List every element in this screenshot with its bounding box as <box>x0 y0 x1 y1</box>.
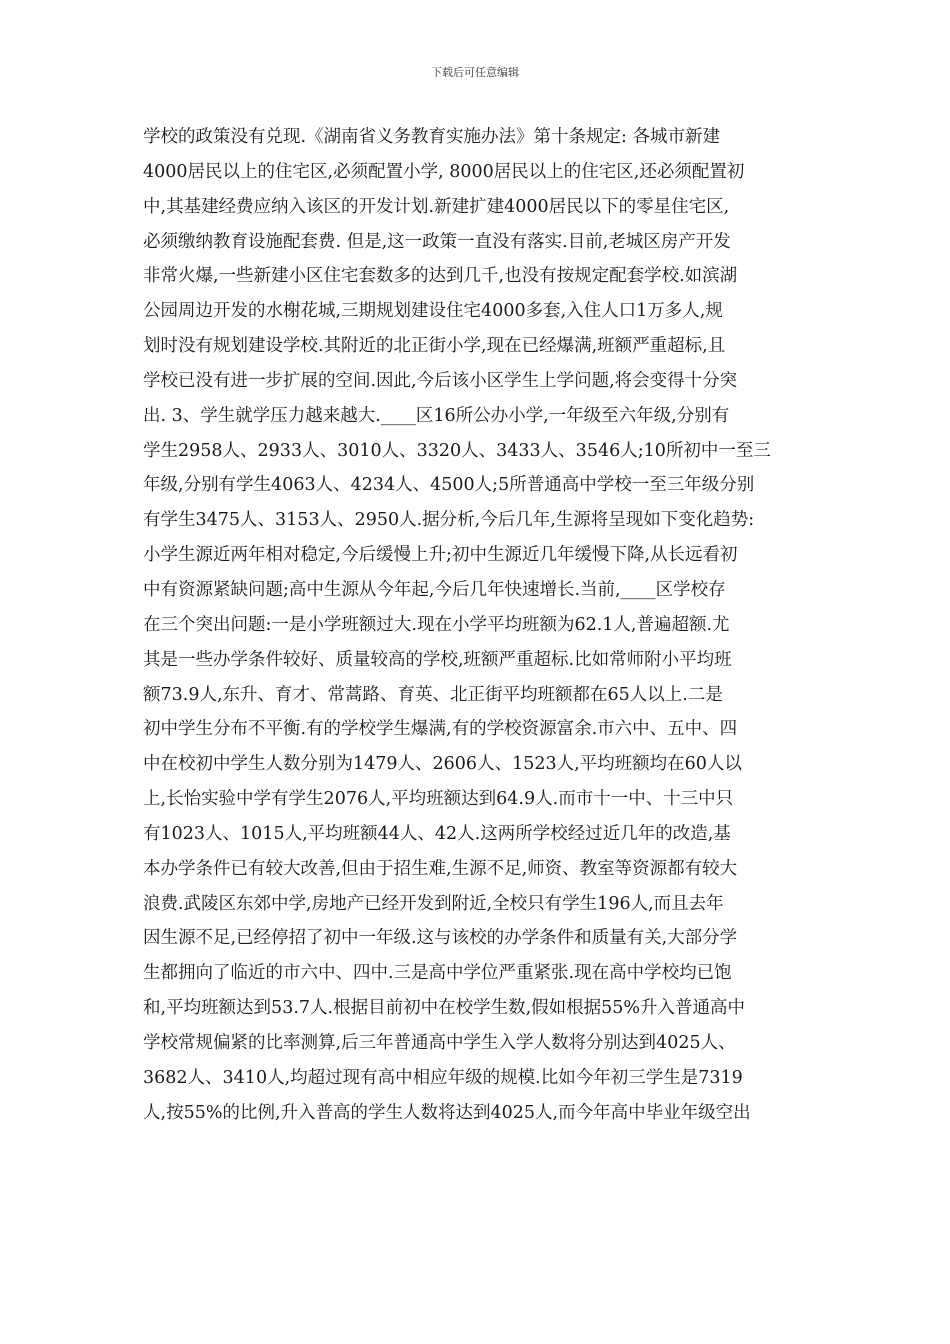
text-line: 中有资源紧缺问题;高中生源从今年起,今后几年快速增长.当前,____区学校存 <box>143 579 726 600</box>
text-line: 和,平均班额达到53.7人.根据目前初中在校学生数,假如根据55%升入普通高中 <box>143 998 746 1019</box>
text-line: 浪费.武陵区东郊中学,房地产已经开发到附近,全校只有学生196人,而且去年 <box>143 893 724 914</box>
text-line: 非常火爆,一些新建小区住宅套数多的达到几千,也没有按规定配套学校.如滨湖 <box>143 266 738 287</box>
text-line: 小学生源近两年相对稳定,今后缓慢上升;初中生源近几年缓慢下降,从长远看初 <box>143 545 738 566</box>
text-line: 人,按55%的比例,升入普高的学生人数将达到4025人,而今年高中毕业年级空出 <box>143 1102 751 1123</box>
text-line: 初中学生分布不平衡.有的学校学生爆满,有的学校资源富余.市六中、五中、四 <box>143 719 738 740</box>
text-line: 学生2958人、2933人、3010人、3320人、3433人、3546人;10所初中一至三 <box>143 440 771 461</box>
text-line: 3682人、3410人,均超过现有高中相应年级的规模.比如今年初三学生是7319 <box>143 1067 743 1088</box>
text-line: 学校常规偏紧的比率测算,后三年普通高中学生入学人数将分别达到4025人、 <box>143 1032 736 1053</box>
text-line: 生都拥向了临近的市六中、四中.三是高中学位严重紧张.现在高中学校均已饱 <box>143 963 732 984</box>
text-line: 必须缴纳教育设施配套费. 但是,这一政策一直没有落实.目前,老城区房产开发 <box>143 231 731 252</box>
page-header: 下载后可任意编辑 <box>431 66 519 79</box>
text-line: 在三个突出问题:一是小学班额过大.现在小学平均班额为62.1人,普遍超额.尤 <box>143 614 730 635</box>
text-line: 年级,分别有学生4063人、4234人、4500人;5所普通高中学校一至三年级分别 <box>143 475 755 496</box>
text-line: 出. 3、学生就学压力越来越大.____区16所公办小学,一年级至六年级,分别有 <box>143 405 730 426</box>
text-line: 中在校初中学生人数分别为1479人、2606人、1523人,平均班额均在60人以 <box>143 754 742 775</box>
text-line: 因生源不足,已经停招了初中一年级.这与该校的办学条件和质量有关,大部分学 <box>143 928 738 949</box>
text-line: 公园周边开发的水榭花城,三期规划建设住宅4000多套,入住人口1万多人,规 <box>143 301 723 322</box>
text-line: 学校的政策没有兑现.《湖南省义务教育实施办法》第十条规定: 各城市新建 <box>143 127 721 147</box>
text-line: 额73.9人,东升、育才、常蒿路、育英、北正街平均班额都在65人以上.二是 <box>143 684 723 705</box>
text-line: 上,长怡实验中学有学生2076人,平均班额达到64.9人.而市十一中、十三中只 <box>143 789 734 810</box>
text-line: 其是一些办学条件较好、质量较高的学校,班额严重超标.比如常师附小平均班 <box>143 649 732 670</box>
document-body <box>143 120 813 1130</box>
text-line: 学校已没有进一步扩展的空间.因此,今后该小区学生上学问题,将会变得十分突 <box>143 370 738 391</box>
text-line: 本办学条件已有较大改善,但由于招生难,生源不足,师资、教室等资源都有较大 <box>143 858 738 879</box>
text-line: 有学生3475人、3153人、2950人.据分析,今后几年,生源将呈现如下变化趋势: <box>143 510 755 531</box>
text-line: 中,其基建经费应纳入该区的开发计划.新建扩建4000居民以下的零星住宅区, <box>143 196 730 217</box>
text-line: 4000居民以上的住宅区,必须配置小学, 8000居民以上的住宅区,还必须配置初 <box>143 161 745 182</box>
text-line: 有1023人、1015人,平均班额44人、42人.这两所学校经过近几年的改造,基 <box>143 823 731 844</box>
text-line: 划时没有规划建设学校.其附近的北正街小学,现在已经爆满,班额严重超标,且 <box>143 336 726 357</box>
